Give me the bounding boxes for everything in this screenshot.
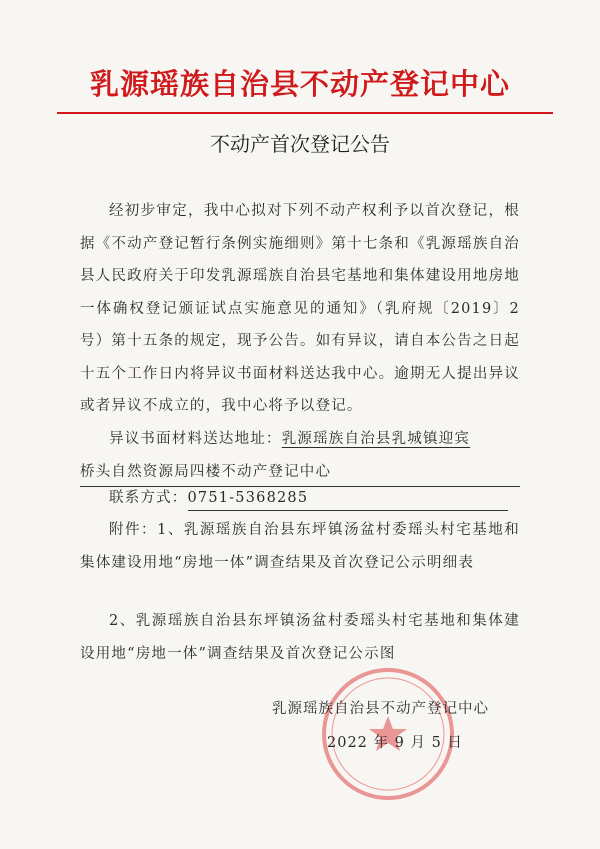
header-red-rule (57, 112, 553, 114)
contact-block (80, 482, 520, 515)
attachment-item-1 (80, 514, 520, 579)
attachment-item-2: 2、乳源瑶族自治县东坪镇汤盆村委瑶头村宅基地和集体建设用地“房地一体”调查结果及首次登记公示图 (80, 613, 520, 662)
objection-address-line1: 乳源瑶族自治县乳城镇迎宾 (281, 431, 471, 447)
issuer-signature: 乳源瑶族自治县不动产登记中心 (272, 701, 489, 717)
contact-label: 联系方式： (109, 490, 188, 506)
objection-address-label: 异议书面材料送达地址： (109, 431, 282, 447)
announcement-title: 不动产首次登记公告 (210, 132, 390, 156)
attachments-label: 附件： (109, 522, 158, 538)
objection-address-line2: 桥头自然资源局四楼不动产登记中心 (80, 458, 520, 487)
issue-date: 2022 年 9 月 5 日 (327, 735, 463, 751)
contact-phone: 0751-5368285 (188, 486, 508, 511)
issuer-header-title: 乳源瑶族自治县不动产登记中心 (89, 67, 510, 101)
attachment-1-text: 1、乳源瑶族自治县东坪镇汤盆村委瑶头村宅基地和集体建设用地“房地一体”调查结果及首次登记公示明细表 (80, 522, 520, 571)
announcement-body-paragraph: 经初步审定，我中心拟对下列不动产权利予以首次登记，根据《不动产登记暂行条例实施细则》第十七条和《乳源瑶族自治县人民政府关于印发乳源瑶族自治县宅基地和集体建设用地房地一体确权登记颁证试点实施意见的通知》（乳府规〔2019〕2号）第十五条的规定，现予公告。如有异议，请自本公告之日起十五个工作日内将异议书面材料送达我中心。逾期无人提出异议或者异议不成立的，我中心将予以登记。 (80, 203, 520, 414)
objection-address-block (80, 423, 520, 488)
